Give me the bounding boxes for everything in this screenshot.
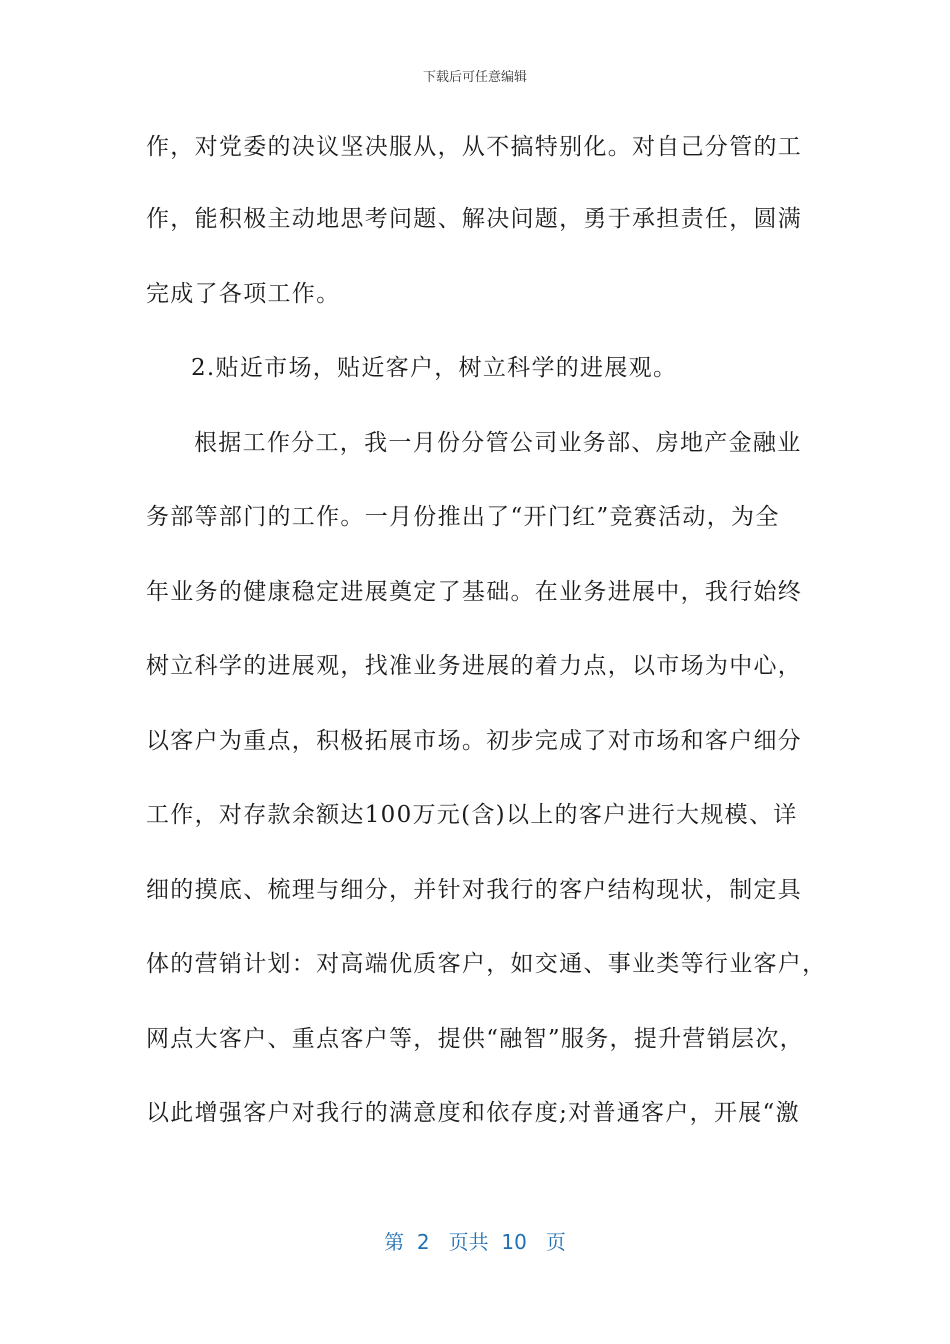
page-header: 下载后可任意编辑	[422, 70, 527, 85]
text-line: 年业务的健康稳定进展奠定了基础。在业务进展中，我行始终	[146, 579, 803, 605]
page-number-footer: 第 2 页共 10 页	[384, 1230, 566, 1254]
text-line: 树立科学的进展观，找准业务进展的着力点，以市场为中心，	[146, 653, 803, 679]
text-line: 工作，对存款余额达100万元(含)以上的客户进行大规模、详	[146, 802, 798, 828]
text-line: 体的营销计划：对高端优质客户，如交通、事业类等行业客户，	[146, 951, 827, 977]
text-line: 细的摸底、梳理与细分，并针对我行的客户结构现状，制定具	[146, 877, 803, 903]
text-line: 务部等部门的工作。一月份推出了“开门红”竞赛活动，为全	[146, 504, 780, 530]
text-line: 作，对党委的决议坚决服从，从不搞特别化。对自己分管的工	[146, 134, 803, 160]
text-line: 以客户为重点，积极拓展市场。初步完成了对市场和客户细分	[146, 728, 803, 754]
text-line: 作，能积极主动地思考问题、解决问题，勇于承担责任，圆满	[146, 206, 803, 232]
paragraph-first-line: 根据工作分工，我一月份分管公司业务部、房地产金融业	[194, 430, 802, 456]
text-line: 完成了各项工作。	[146, 281, 341, 307]
text-line: 以此增强客户对我行的满意度和依存度;对普通客户，开展“激	[146, 1100, 800, 1126]
numbered-heading: 2.贴近市场，贴近客户，树立科学的进展观。	[191, 355, 678, 381]
text-line: 网点大客户、重点客户等，提供“融智”服务，提升营销层次，	[146, 1026, 804, 1052]
